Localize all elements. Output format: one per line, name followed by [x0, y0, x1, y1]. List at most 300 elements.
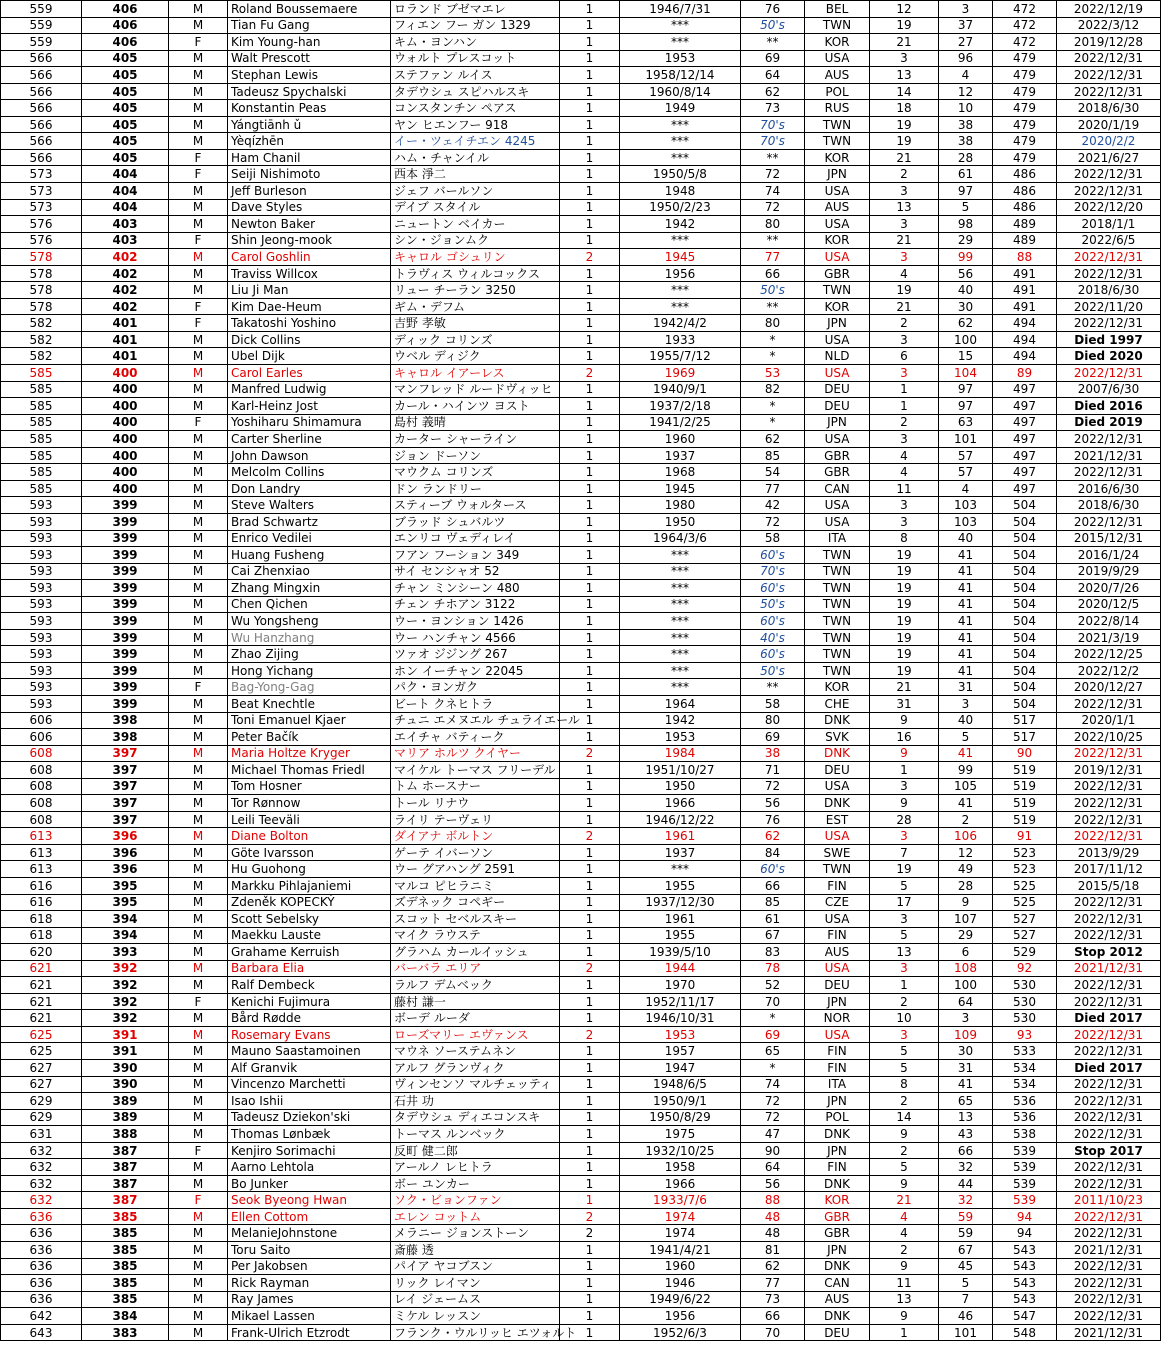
cell-rank: 616: [1, 894, 82, 911]
cell-name-ja: フアン フーション 349: [391, 547, 560, 564]
cell-age: 66: [741, 877, 805, 894]
table-row: [1, 927, 1161, 944]
cell-score: 395: [82, 894, 169, 911]
cell-name-ja: 吉野 孝敏: [391, 315, 560, 332]
cell-name-ja: ウベル ディジク: [391, 348, 560, 365]
cell-birth: 1950/5/8: [620, 166, 741, 183]
cell-sex: M: [169, 1258, 228, 1275]
cell-age: 76: [741, 1, 805, 18]
cell-region-rank: 97: [939, 381, 993, 398]
cell-count: 1: [560, 398, 620, 415]
cell-age: 60's: [741, 613, 805, 630]
cell-region-rank: 30: [939, 1043, 993, 1060]
cell-overall: 527: [993, 911, 1057, 928]
table-row: [1, 861, 1161, 878]
cell-overall: 539: [993, 1192, 1057, 1209]
table-row: [1, 662, 1161, 679]
cell-country: FIN: [805, 1060, 870, 1077]
cell-region-rank: 3: [939, 1010, 993, 1027]
table-row: [1, 745, 1161, 762]
cell-name-en: Steve Walters: [228, 497, 391, 514]
cell-count: 1: [560, 762, 620, 779]
table-row: [1, 232, 1161, 249]
cell-date: 2022/12/31: [1057, 977, 1161, 994]
cell-date: 2022/12/31: [1057, 927, 1161, 944]
cell-name-ja: 藤村 謙一: [391, 993, 560, 1010]
cell-count: 2: [560, 745, 620, 762]
table-row: [1, 348, 1161, 365]
cell-name-en: Yángtiānh ǔ: [228, 116, 391, 133]
cell-region-rank: 31: [939, 1060, 993, 1077]
cell-country: DNK: [805, 1308, 870, 1325]
cell-count: 1: [560, 1109, 620, 1126]
cell-name-en: Ham Chanil: [228, 149, 391, 166]
cell-overall: 92: [993, 960, 1057, 977]
cell-country: USA: [805, 431, 870, 448]
cell-name-en: Walt Prescott: [228, 50, 391, 67]
cell-date: 2022/12/31: [1057, 365, 1161, 382]
cell-sex: M: [169, 1291, 228, 1308]
cell-name-en: Roland Boussemaere: [228, 1, 391, 18]
cell-birth: ***: [620, 662, 741, 679]
table-row: [1, 414, 1161, 431]
cell-name-en: Carol Earles: [228, 365, 391, 382]
table-row: [1, 1126, 1161, 1143]
cell-region-rank: 103: [939, 497, 993, 514]
cell-region: 2: [870, 993, 939, 1010]
cell-birth: 1958: [620, 1159, 741, 1176]
cell-date: 2022/12/31: [1057, 1225, 1161, 1242]
cell-sex: M: [169, 977, 228, 994]
table-row: [1, 894, 1161, 911]
cell-birth: 1964: [620, 695, 741, 712]
cell-count: 1: [560, 34, 620, 51]
cell-birth: 1966: [620, 1175, 741, 1192]
cell-date: 2022/12/31: [1057, 1291, 1161, 1308]
cell-country: JPN: [805, 414, 870, 431]
cell-region: 31: [870, 695, 939, 712]
cell-name-ja: ゲーテ イバーソン: [391, 844, 560, 861]
cell-name-ja: アルフ グランヴィク: [391, 1060, 560, 1077]
cell-date: 2022/12/31: [1057, 464, 1161, 481]
cell-overall: 504: [993, 679, 1057, 696]
cell-date: 2020/2/2: [1057, 133, 1161, 150]
cell-date: 2018/6/30: [1057, 497, 1161, 514]
table-row: [1, 431, 1161, 448]
cell-rank: 643: [1, 1324, 82, 1341]
cell-country: CAN: [805, 1275, 870, 1292]
cell-region: 19: [870, 613, 939, 630]
cell-score: 404: [82, 166, 169, 183]
cell-name-ja: 斎藤 透: [391, 1242, 560, 1259]
cell-rank: 566: [1, 50, 82, 67]
cell-age: 62: [741, 828, 805, 845]
cell-score: 392: [82, 1010, 169, 1027]
cell-name-ja: リック レイマン: [391, 1275, 560, 1292]
cell-rank: 625: [1, 1043, 82, 1060]
cell-name-en: Tor Rønnow: [228, 795, 391, 812]
cell-overall: 504: [993, 547, 1057, 564]
table-row: [1, 563, 1161, 580]
cell-count: 1: [560, 464, 620, 481]
cell-region-rank: 56: [939, 265, 993, 282]
cell-age: 58: [741, 695, 805, 712]
cell-age: 66: [741, 265, 805, 282]
cell-name-en: Karl-Heinz Jost: [228, 398, 391, 415]
cell-age: 81: [741, 1242, 805, 1259]
cell-rank: 566: [1, 116, 82, 133]
table-row: [1, 1060, 1161, 1077]
cell-region-rank: 37: [939, 17, 993, 34]
cell-country: DNK: [805, 1175, 870, 1192]
cell-region: 9: [870, 1126, 939, 1143]
cell-sex: M: [169, 431, 228, 448]
cell-name-en: Vincenzo Marchetti: [228, 1076, 391, 1093]
cell-overall: 94: [993, 1208, 1057, 1225]
cell-birth: 1961: [620, 911, 741, 928]
cell-count: 1: [560, 447, 620, 464]
cell-birth: 1958/12/14: [620, 67, 741, 84]
cell-birth: 1946/10/31: [620, 1010, 741, 1027]
cell-region-rank: 100: [939, 331, 993, 348]
cell-region: 3: [870, 1026, 939, 1043]
cell-score: 394: [82, 911, 169, 928]
cell-count: 1: [560, 83, 620, 100]
cell-region: 9: [870, 712, 939, 729]
cell-name-ja: ウー ハンチャン 4566: [391, 629, 560, 646]
cell-age: 69: [741, 50, 805, 67]
cell-birth: 1960: [620, 1258, 741, 1275]
cell-rank: 566: [1, 133, 82, 150]
cell-country: FIN: [805, 927, 870, 944]
cell-score: 389: [82, 1109, 169, 1126]
cell-overall: 504: [993, 580, 1057, 597]
cell-score: 389: [82, 1093, 169, 1110]
cell-name-en: Tom Hosner: [228, 778, 391, 795]
cell-date: 2022/12/31: [1057, 695, 1161, 712]
cell-overall: 504: [993, 695, 1057, 712]
cell-birth: 1937/2/18: [620, 398, 741, 415]
cell-rank: 585: [1, 464, 82, 481]
cell-country: CAN: [805, 480, 870, 497]
cell-overall: 504: [993, 563, 1057, 580]
cell-rank: 636: [1, 1275, 82, 1292]
cell-rank: 627: [1, 1076, 82, 1093]
cell-region-rank: 29: [939, 927, 993, 944]
cell-count: 1: [560, 480, 620, 497]
cell-country: USA: [805, 216, 870, 233]
cell-date: 2022/12/31: [1057, 1026, 1161, 1043]
cell-region-rank: 30: [939, 298, 993, 315]
cell-name-ja: ビート クネヒトラ: [391, 695, 560, 712]
cell-region-rank: 101: [939, 431, 993, 448]
table-row: [1, 911, 1161, 928]
cell-country: TWN: [805, 596, 870, 613]
cell-sex: M: [169, 927, 228, 944]
cell-count: 1: [560, 282, 620, 299]
cell-age: *: [741, 348, 805, 365]
cell-rank: 631: [1, 1126, 82, 1143]
cell-sex: M: [169, 762, 228, 779]
cell-rank: 573: [1, 166, 82, 183]
cell-name-ja: デイブ スタイル: [391, 199, 560, 216]
table-row: [1, 1225, 1161, 1242]
cell-name-en: Jeff Burleson: [228, 183, 391, 200]
cell-sex: F: [169, 679, 228, 696]
cell-region: 21: [870, 1192, 939, 1209]
cell-sex: F: [169, 414, 228, 431]
cell-name-ja: トーマス ルンベック: [391, 1126, 560, 1143]
cell-age: 70: [741, 1324, 805, 1341]
cell-count: 1: [560, 795, 620, 812]
cell-date: 2015/12/31: [1057, 530, 1161, 547]
cell-age: 74: [741, 1076, 805, 1093]
cell-rank: 593: [1, 530, 82, 547]
cell-rank: 608: [1, 762, 82, 779]
cell-score: 387: [82, 1175, 169, 1192]
cell-date: 2022/12/31: [1057, 315, 1161, 332]
cell-rank: 585: [1, 365, 82, 382]
cell-date: 2022/12/31: [1057, 431, 1161, 448]
cell-name-ja: メラニー ジョンストーン: [391, 1225, 560, 1242]
cell-score: 383: [82, 1324, 169, 1341]
cell-date: 2022/12/31: [1057, 828, 1161, 845]
cell-count: 1: [560, 17, 620, 34]
cell-country: DEU: [805, 398, 870, 415]
cell-age: 76: [741, 811, 805, 828]
cell-region-rank: 41: [939, 745, 993, 762]
cell-rank: 618: [1, 911, 82, 928]
table-row: [1, 1010, 1161, 1027]
cell-sex: M: [169, 811, 228, 828]
cell-overall: 497: [993, 447, 1057, 464]
cell-name-ja: パイア ヤコブスン: [391, 1258, 560, 1275]
cell-name-en: Beat Knechtle: [228, 695, 391, 712]
cell-sex: M: [169, 1093, 228, 1110]
cell-overall: 529: [993, 944, 1057, 961]
cell-count: 1: [560, 646, 620, 663]
cell-count: 1: [560, 1010, 620, 1027]
cell-name-en: Per Jakobsen: [228, 1258, 391, 1275]
cell-count: 1: [560, 67, 620, 84]
cell-name-ja: コンスタンチン ペアス: [391, 100, 560, 117]
table-row: [1, 83, 1161, 100]
cell-overall: 497: [993, 414, 1057, 431]
cell-count: 1: [560, 183, 620, 200]
cell-region-rank: 99: [939, 762, 993, 779]
cell-overall: 543: [993, 1275, 1057, 1292]
cell-region: 3: [870, 365, 939, 382]
cell-name-en: Mauno Saastamoinen: [228, 1043, 391, 1060]
table-row: [1, 265, 1161, 282]
cell-date: Died 2017: [1057, 1060, 1161, 1077]
table-row: [1, 530, 1161, 547]
cell-overall: 519: [993, 795, 1057, 812]
cell-date: 2022/12/31: [1057, 1175, 1161, 1192]
cell-sex: M: [169, 729, 228, 746]
cell-overall: 491: [993, 265, 1057, 282]
cell-sex: M: [169, 960, 228, 977]
cell-birth: 1948/6/5: [620, 1076, 741, 1093]
cell-region: 14: [870, 1109, 939, 1126]
cell-region: 3: [870, 50, 939, 67]
cell-rank: 606: [1, 729, 82, 746]
cell-name-en: Toni Emanuel Kjaer: [228, 712, 391, 729]
cell-name-en: Zhang Mingxin: [228, 580, 391, 597]
cell-region: 5: [870, 1043, 939, 1060]
cell-overall: 494: [993, 331, 1057, 348]
cell-region: 9: [870, 1308, 939, 1325]
cell-region-rank: 41: [939, 795, 993, 812]
cell-age: 56: [741, 795, 805, 812]
cell-score: 399: [82, 497, 169, 514]
cell-region: 13: [870, 199, 939, 216]
cell-score: 395: [82, 877, 169, 894]
cell-count: 1: [560, 1142, 620, 1159]
cell-region: 28: [870, 811, 939, 828]
table-row: [1, 1258, 1161, 1275]
cell-name-en: Enrico Vedilei: [228, 530, 391, 547]
table-row: [1, 877, 1161, 894]
cell-region-rank: 41: [939, 547, 993, 564]
cell-birth: ***: [620, 34, 741, 51]
cell-region: 2: [870, 315, 939, 332]
cell-region-rank: 59: [939, 1208, 993, 1225]
cell-country: AUS: [805, 199, 870, 216]
cell-count: 1: [560, 613, 620, 630]
cell-sex: M: [169, 116, 228, 133]
cell-rank: 573: [1, 199, 82, 216]
cell-rank: 621: [1, 1010, 82, 1027]
cell-name-en: John Dawson: [228, 447, 391, 464]
cell-age: **: [741, 679, 805, 696]
cell-name-ja: レイ ジェームス: [391, 1291, 560, 1308]
cell-sex: M: [169, 17, 228, 34]
cell-score: 403: [82, 232, 169, 249]
cell-age: 64: [741, 67, 805, 84]
cell-name-ja: シン・ジョンムク: [391, 232, 560, 249]
cell-birth: ***: [620, 232, 741, 249]
cell-date: 2021/12/31: [1057, 960, 1161, 977]
cell-name-en: Isao Ishii: [228, 1093, 391, 1110]
cell-date: 2020/12/27: [1057, 679, 1161, 696]
cell-count: 1: [560, 894, 620, 911]
cell-age: 70's: [741, 133, 805, 150]
cell-score: 399: [82, 596, 169, 613]
cell-region-rank: 13: [939, 1109, 993, 1126]
cell-score: 399: [82, 679, 169, 696]
cell-overall: 519: [993, 811, 1057, 828]
table-row: [1, 331, 1161, 348]
cell-birth: 1937/12/30: [620, 894, 741, 911]
cell-score: 387: [82, 1192, 169, 1209]
cell-sex: M: [169, 1242, 228, 1259]
table-row: [1, 1308, 1161, 1325]
cell-name-ja: マウネ ソーステムネン: [391, 1043, 560, 1060]
cell-rank: 573: [1, 183, 82, 200]
cell-count: 1: [560, 431, 620, 448]
cell-region-rank: 40: [939, 712, 993, 729]
cell-country: TWN: [805, 613, 870, 630]
cell-name-en: MelanieJohnstone: [228, 1225, 391, 1242]
cell-sex: M: [169, 1175, 228, 1192]
cell-rank: 566: [1, 67, 82, 84]
cell-birth: 1933: [620, 331, 741, 348]
cell-region: 13: [870, 67, 939, 84]
cell-region: 18: [870, 100, 939, 117]
cell-sex: M: [169, 1, 228, 18]
cell-rank: 632: [1, 1192, 82, 1209]
cell-country: DEU: [805, 762, 870, 779]
cell-region: 19: [870, 282, 939, 299]
cell-name-en: Melcolm Collins: [228, 464, 391, 481]
cell-region-rank: 41: [939, 629, 993, 646]
table-row: [1, 1142, 1161, 1159]
cell-country: DNK: [805, 1258, 870, 1275]
cell-name-ja: マンフレッド ルードヴィッヒ: [391, 381, 560, 398]
cell-name-en: Tadeusz Spychalski: [228, 83, 391, 100]
cell-score: 399: [82, 530, 169, 547]
cell-sex: M: [169, 265, 228, 282]
cell-count: 1: [560, 563, 620, 580]
cell-name-en: Toru Saito: [228, 1242, 391, 1259]
cell-birth: 1956: [620, 265, 741, 282]
cell-name-en: Dick Collins: [228, 331, 391, 348]
cell-birth: ***: [620, 298, 741, 315]
cell-name-ja: ウー グアハング 2591: [391, 861, 560, 878]
cell-age: 82: [741, 381, 805, 398]
cell-score: 405: [82, 133, 169, 150]
cell-region: 4: [870, 447, 939, 464]
cell-name-en: Kenichi Fujimura: [228, 993, 391, 1010]
cell-country: TWN: [805, 861, 870, 878]
cell-rank: 593: [1, 513, 82, 530]
cell-region: 5: [870, 877, 939, 894]
table-row: [1, 1275, 1161, 1292]
cell-sex: F: [169, 232, 228, 249]
table-row: [1, 613, 1161, 630]
cell-sex: M: [169, 596, 228, 613]
cell-birth: 1937: [620, 447, 741, 464]
cell-birth: 1942/4/2: [620, 315, 741, 332]
cell-score: 400: [82, 480, 169, 497]
cell-name-en: Rick Rayman: [228, 1275, 391, 1292]
cell-date: 2018/1/1: [1057, 216, 1161, 233]
cell-name-ja: フィエン フー ガン 1329: [391, 17, 560, 34]
cell-overall: 523: [993, 861, 1057, 878]
cell-overall: 504: [993, 530, 1057, 547]
cell-name-en: Chen Qichen: [228, 596, 391, 613]
cell-country: TWN: [805, 116, 870, 133]
cell-count: 1: [560, 811, 620, 828]
cell-name-ja: フランク・ウルリッヒ エツォルト: [391, 1324, 560, 1341]
cell-sex: M: [169, 480, 228, 497]
cell-overall: 479: [993, 50, 1057, 67]
cell-age: 60's: [741, 646, 805, 663]
cell-date: Died 2017: [1057, 1010, 1161, 1027]
cell-date: Stop 2017: [1057, 1142, 1161, 1159]
cell-country: USA: [805, 828, 870, 845]
cell-count: 1: [560, 1308, 620, 1325]
cell-score: 397: [82, 762, 169, 779]
cell-name-en: Newton Baker: [228, 216, 391, 233]
cell-overall: 525: [993, 877, 1057, 894]
cell-birth: 1955: [620, 877, 741, 894]
cell-date: 2022/12/31: [1057, 911, 1161, 928]
cell-region: 9: [870, 1258, 939, 1275]
cell-country: DEU: [805, 977, 870, 994]
cell-rank: 636: [1, 1258, 82, 1275]
